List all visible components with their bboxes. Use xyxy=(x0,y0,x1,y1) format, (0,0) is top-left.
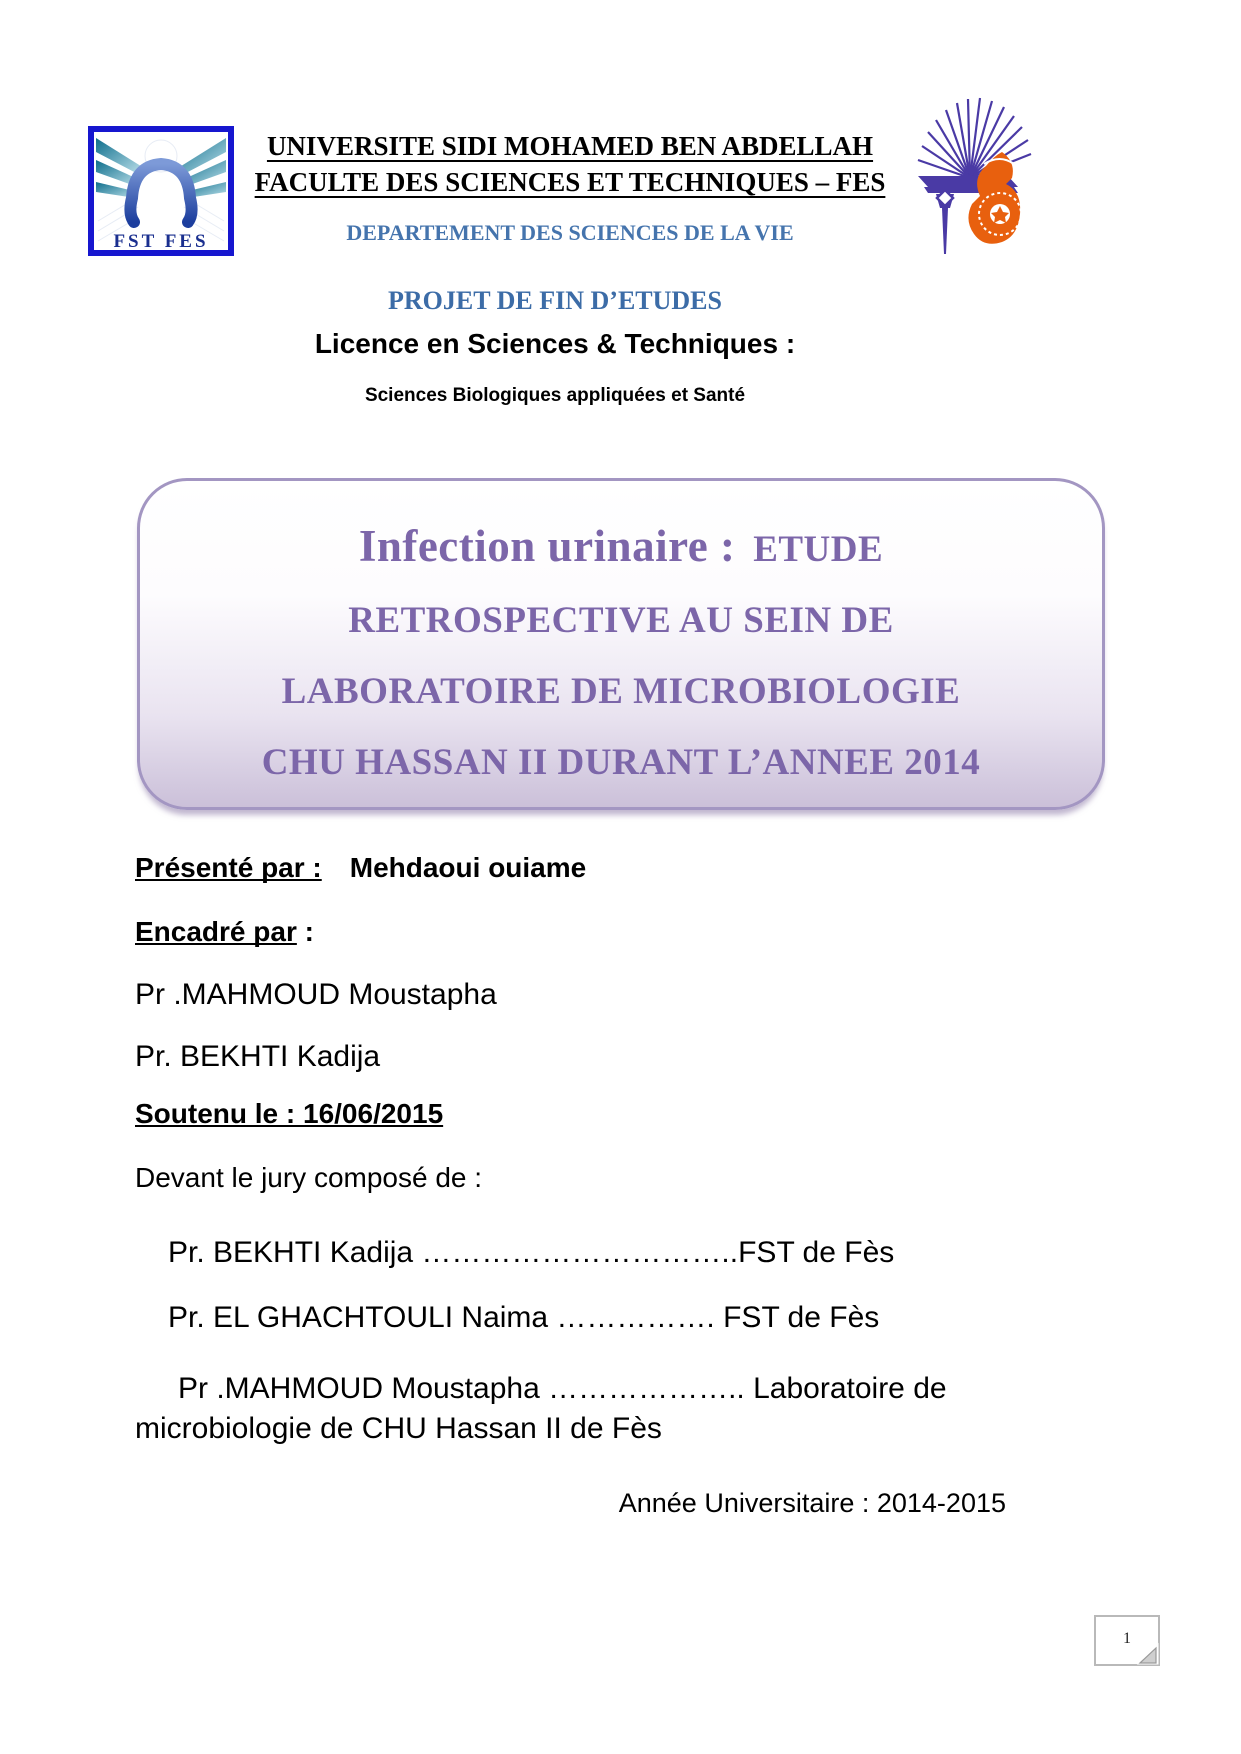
page-number-badge xyxy=(1094,1615,1160,1666)
supervisor-1: Pr .MAHMOUD Moustapha xyxy=(135,978,497,1011)
university-seal-logo xyxy=(910,90,1042,258)
jury-member-3-line-2: microbiologie de CHU Hassan II de Fès xyxy=(135,1412,662,1445)
thesis-title-line-2: RETROSPECTIVE AU SEIN DE xyxy=(348,600,894,641)
jury-member-2: Pr. EL GHACHTOULI Naima ……………. FST de Fès xyxy=(168,1301,880,1334)
page-corner-fold-icon xyxy=(1136,1642,1160,1666)
jury-intro-line: Devant le jury composé de : xyxy=(135,1162,483,1193)
jury-member-3-line-1: Pr .MAHMOUD Moustapha ……………….. Laboratoire de xyxy=(178,1372,947,1405)
supervised-by-line xyxy=(135,916,314,948)
header-block xyxy=(240,128,900,246)
supervised-by-label: Encadré par xyxy=(135,916,297,947)
thesis-title-caps: ETUDE xyxy=(753,529,884,570)
specialty-line: Sciences Biologiques appliquées et Santé xyxy=(364,385,746,406)
fst-fes-logo xyxy=(88,126,234,256)
fst-fes-logo-graphic xyxy=(88,126,234,256)
presented-by-name: Mehdaoui ouiame xyxy=(349,852,587,883)
thesis-title-box xyxy=(137,478,1105,810)
supervisor-2: Pr. BEKHTI Kadija xyxy=(135,1040,381,1073)
faculty-name: FACULTE DES SCIENCES ET TECHNIQUES – FES xyxy=(254,167,886,197)
thesis-title-main: Infection urinaire : xyxy=(358,521,736,571)
defense-date-line: Soutenu le : 16/06/2015 xyxy=(135,1098,444,1129)
project-title: PROJET DE FIN D’ETUDES xyxy=(388,286,722,315)
department-name: DEPARTEMENT DES SCIENCES DE LA VIE xyxy=(346,220,794,245)
presented-by-label: Présenté par : xyxy=(135,852,322,883)
university-seal-graphic xyxy=(910,90,1042,258)
jury-member-1: Pr. BEKHTI Kadija …………………………..FST de Fès xyxy=(168,1236,895,1269)
academic-year-line: Année Universitaire : 2014-2015 xyxy=(618,1488,1006,1518)
supervised-by-colon: : xyxy=(296,916,314,947)
presented-by-line xyxy=(135,852,586,884)
fst-fes-logo-text: FST FES xyxy=(113,231,209,252)
university-name: UNIVERSITE SIDI MOHAMED BEN ABDELLAH xyxy=(266,131,874,161)
thesis-title-line-1 xyxy=(140,511,1102,585)
degree-line: Licence en Sciences & Techniques : xyxy=(314,328,796,359)
thesis-title-line-4: CHU HASSAN II DURANT L’ANNEE 2014 xyxy=(261,742,981,783)
thesis-title-line-3: LABORATOIRE DE MICROBIOLOGIE xyxy=(281,671,961,712)
page-number: 1 xyxy=(1123,1630,1131,1647)
